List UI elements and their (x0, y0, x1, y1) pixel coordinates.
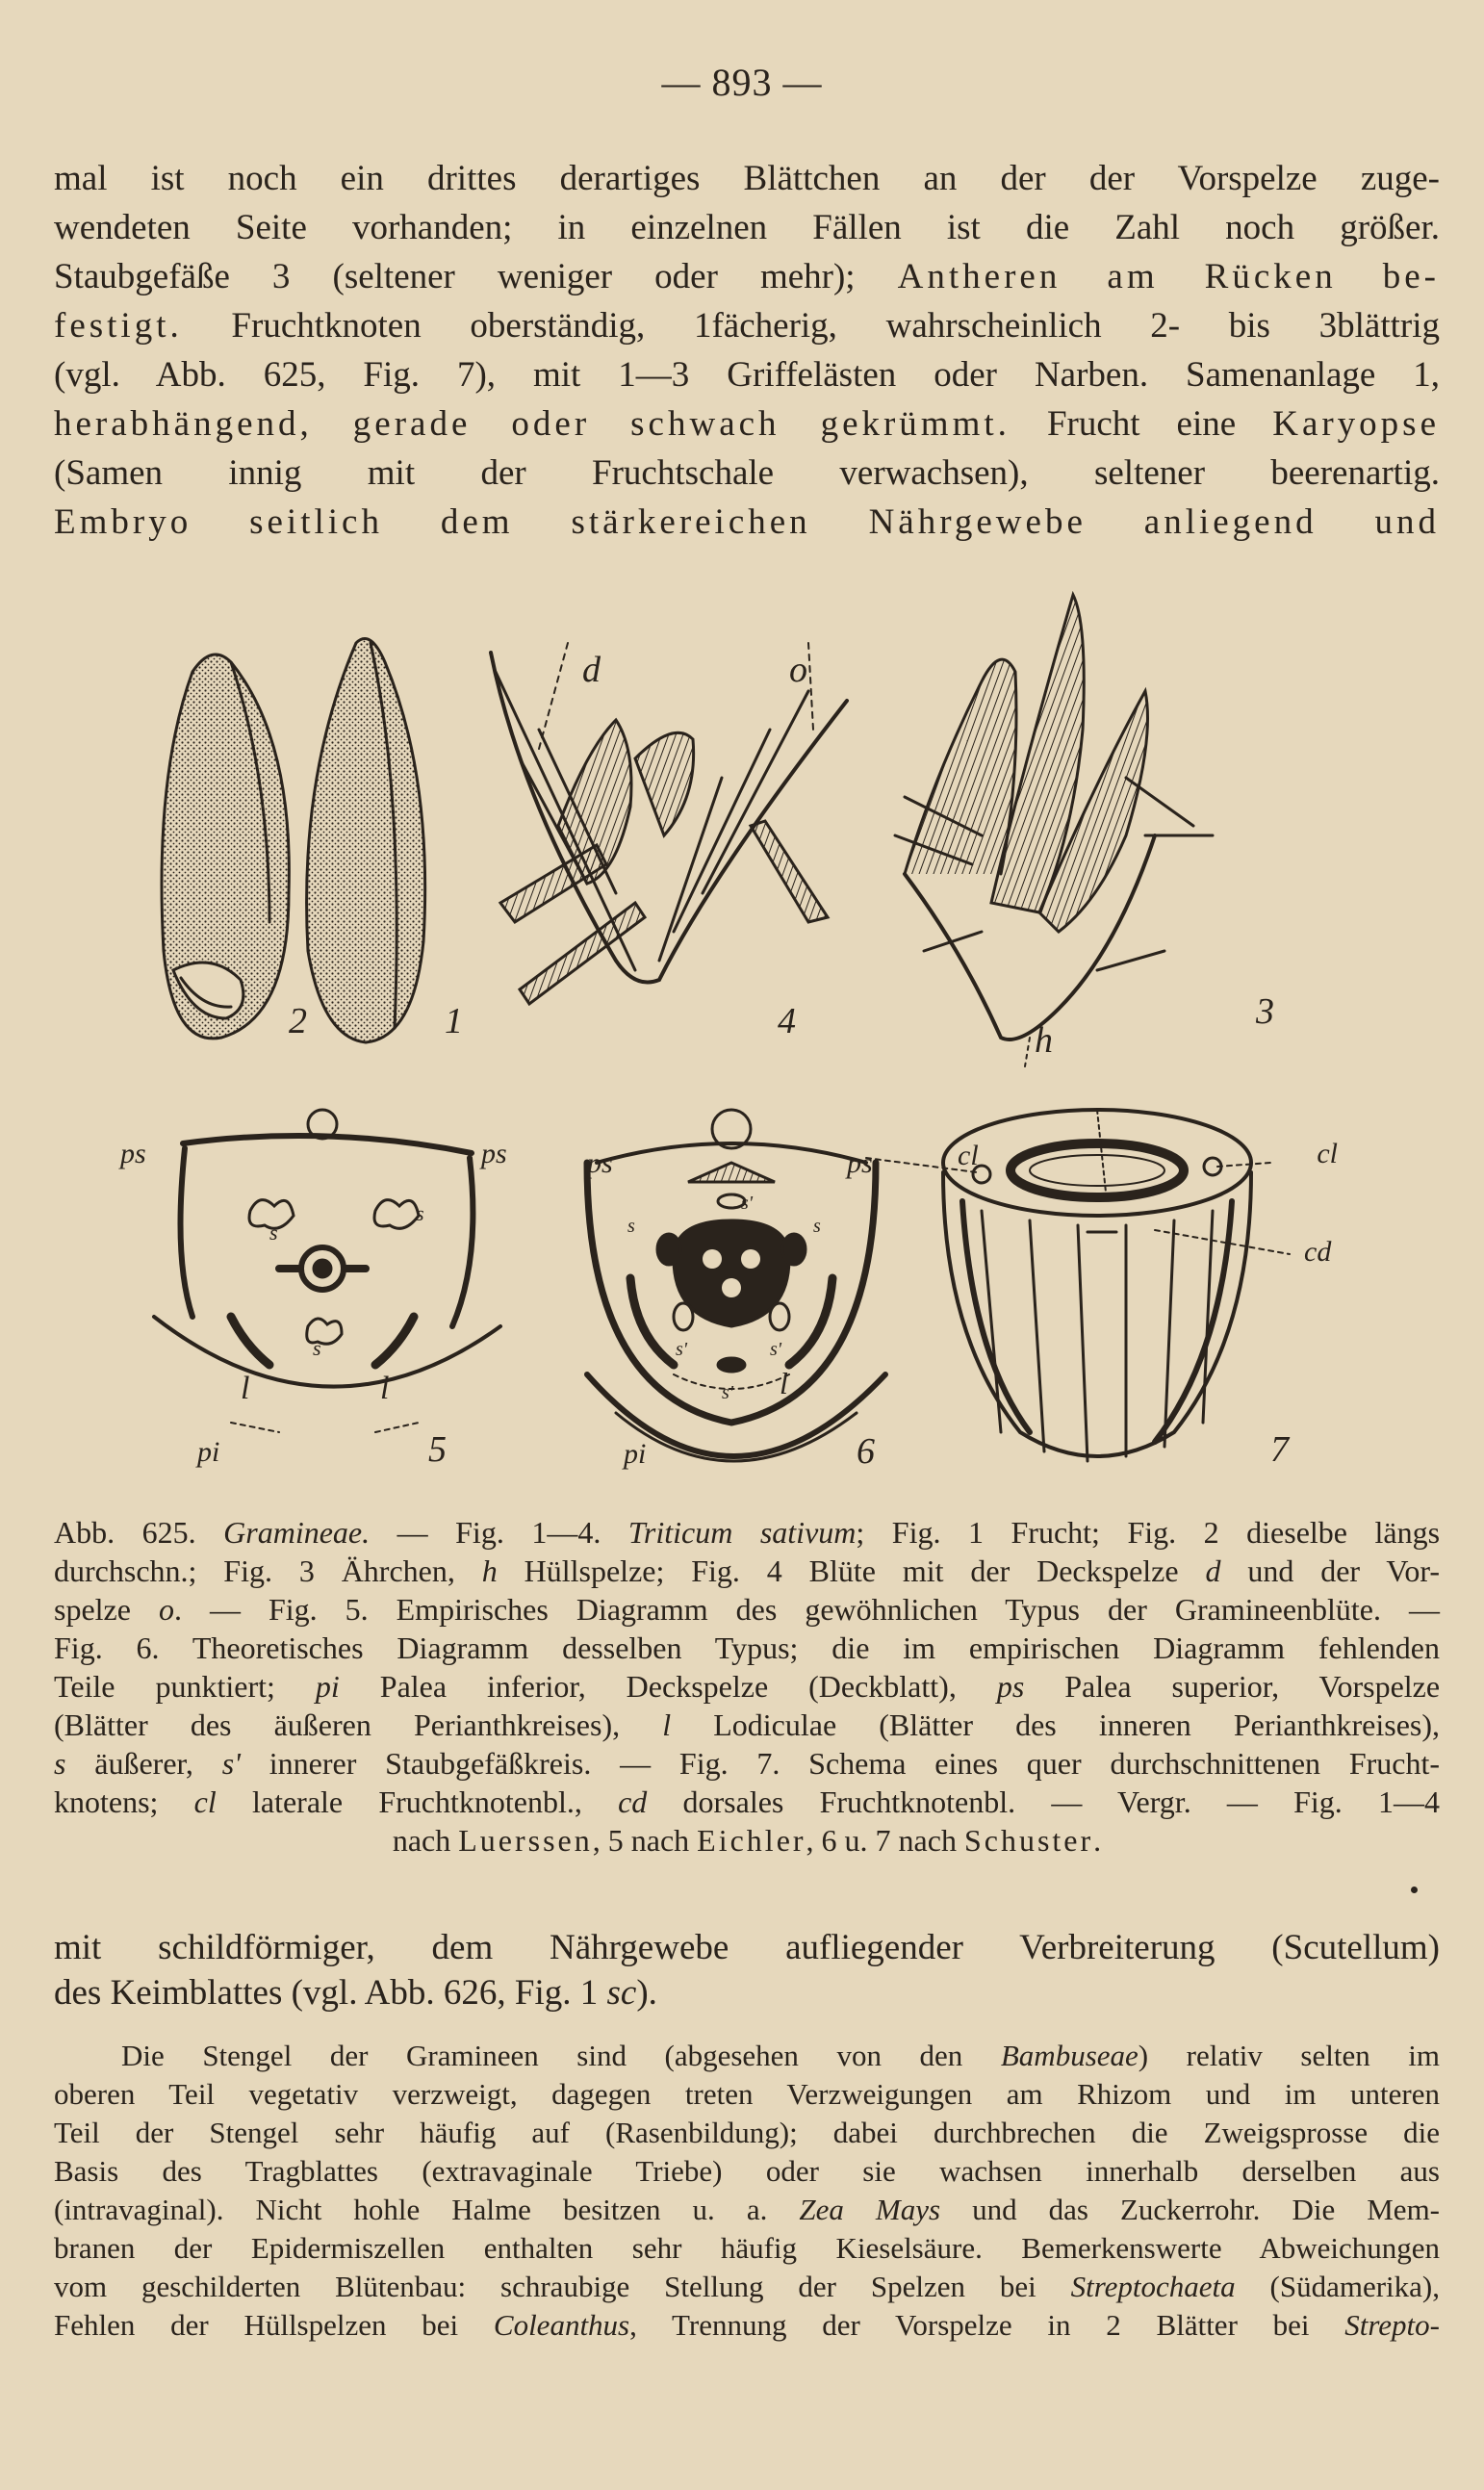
fig-label: pi (197, 1436, 220, 1468)
fig-label: 3 (1256, 991, 1274, 1032)
fig-label: 6 (857, 1431, 875, 1472)
fig-label: l (380, 1371, 390, 1406)
fig-label: l (780, 1366, 788, 1400)
caption-line: Abb. 625. Gramineae. — Fig. 1—4. Triticum sativum; Fig. 1 Frucht; Fig. 2 dieselbe längs (54, 1515, 1441, 1550)
text-line: Embryo seitlich dem stärkereichen Nährgewebe anliegend und (54, 502, 1440, 542)
fig-label: cd (1304, 1236, 1332, 1268)
text-line: Basis des Tragblattes (extravaginale Triebe) oder sie wachsen innerhalb derselben aus (54, 2154, 1440, 2188)
fig-label: pi (624, 1438, 647, 1470)
text-line: (Samen innig mit der Fruchtschale verwachsen), seltener beerenartig. (54, 453, 1440, 493)
caption-line: Teile punktiert; pi Palea inferior, Deckspelze (Deckblatt), ps Palea superior, Vorspelze (54, 1669, 1441, 1704)
fig-label: s (627, 1216, 635, 1237)
fig6-theoretical-diagram (587, 1110, 885, 1461)
fig-label: 2 (289, 1001, 307, 1041)
text-line: Staubgefäße 3 (seltener weniger oder mehr); Antheren am Rücken be- (54, 257, 1440, 296)
page-number: — 893 — (661, 61, 823, 104)
fig-label: s (313, 1336, 321, 1360)
text-line: oberen Teil vegetativ verzweigt, dagegen treten Verzweigungen am Rhizom und im unteren (54, 2077, 1440, 2111)
continuation-paragraph (54, 1925, 1440, 2015)
top-paragraph (54, 154, 1440, 547)
figure-caption (54, 1513, 1440, 1860)
fig5-empirical-diagram (154, 1110, 500, 1432)
fig-label: s' (722, 1382, 734, 1403)
fig-label: cl (1317, 1138, 1338, 1169)
fig-label: s (813, 1216, 821, 1237)
fig-label: 5 (428, 1429, 447, 1470)
botanical-figure (120, 585, 1347, 1480)
text-line: (intravaginal). Nicht hohle Halme besitzen u. a. Zea Mays und das Zuckerrohr. Die Mem- (54, 2193, 1440, 2226)
fig-label: o (789, 650, 807, 690)
fig-label: cl (958, 1140, 979, 1171)
fig-label: s' (770, 1339, 782, 1360)
text-line: vom geschilderten Blütenbau: schraubige Stellung der Spelzen bei Streptochaeta (Südamerika), (54, 2270, 1440, 2303)
fig2-grain-section (162, 655, 289, 1039)
text-line: festigt. Fruchtknoten oberständig, 1fächerig, wahrscheinlich 2- bis 3blättrig (54, 306, 1440, 346)
fig-label: d (582, 650, 601, 690)
fig4-flower (491, 643, 847, 1004)
fig7-ovary-schema (866, 1110, 1290, 1461)
caption-line: s äußerer, s' innerer Staubgefäßkreis. — Fig. 7. Schema eines quer durchschnittenen Frucht- (54, 1746, 1441, 1781)
fig-label: 4 (778, 1001, 796, 1041)
fig-label: 7 (1270, 1429, 1289, 1470)
text-line: Die Stengel der Gramineen sind (abgesehen von den Bambuseae) relativ selten im (121, 2039, 1440, 2072)
fig-label: h (1035, 1020, 1053, 1061)
caption-line: durchschn.; Fig. 3 Ährchen, h Hüllspelze; Fig. 4 Blüte mit der Deckspelze d und der Vor- (54, 1553, 1441, 1588)
caption-line: spelze o. — Fig. 5. Empirisches Diagramm des gewöhnlichen Typus der Gramineenblüte. — (54, 1592, 1441, 1627)
caption-line: nach Luerssen, 5 nach Eichler, 6 u. 7 nach Schuster. (392, 1823, 1102, 1858)
text-line: mit schildförmiger, dem Nährgewebe aufliegender Verbreiterung (Scutellum) (54, 1928, 1440, 1967)
fig-label: s' (676, 1339, 688, 1360)
caption-line: Fig. 6. Theoretisches Diagramm desselben Typus; die im empirischen Diagramm fehlenden (54, 1630, 1440, 1665)
text-line: (vgl. Abb. 625, Fig. 7), mit 1—3 Griffelästen oder Narben. Samenanlage 1, (54, 355, 1440, 395)
body-paragraph (54, 2037, 1440, 2345)
ink-mark (1411, 1887, 1418, 1893)
fig-label: l (241, 1371, 250, 1406)
fig-label: ps (481, 1138, 507, 1169)
fig-label: ps (120, 1138, 146, 1169)
fig-label: 1 (445, 1001, 463, 1041)
fig-label: s' (741, 1193, 754, 1214)
caption-line: knotens; cl laterale Fruchtknotenbl., cd dorsales Fruchtknotenbl. — Vergr. — Fig. 1—4 (54, 1784, 1441, 1819)
fig1-grain (307, 639, 425, 1043)
text-line: wendeten Seite vorhanden; in einzelnen Fällen ist die Zahl noch größer. (54, 208, 1440, 247)
text-line: mal ist noch ein drittes derartiges Blättchen an der der Vorspelze zuge- (54, 159, 1440, 198)
caption-line: (Blätter des äußeren Perianthkreises), l Lodiculae (Blätter des inneren Perianthkreises), (54, 1707, 1441, 1742)
fig3-spikelet (895, 595, 1213, 1066)
fig-label: ps (587, 1147, 613, 1179)
fig-label: s (269, 1220, 278, 1245)
text-line: Fehlen der Hüllspelzen bei Coleanthus, Trennung der Vorspelze in 2 Blätter bei Strepto- (54, 2308, 1440, 2342)
text-line: herabhängend, gerade oder schwach gekrümmt. Frucht eine Karyopse (54, 404, 1441, 444)
text-line: Teil der Stengel sehr häufig auf (Rasenbildung); dabei durchbrechen die Zweigsprosse die (54, 2116, 1440, 2149)
text-line: branen der Epidermiszellen enthalten sehr häufig Kieselsäure. Bemerkenswerte Abweichungen (54, 2231, 1440, 2265)
text-line: des Keimblattes (vgl. Abb. 626, Fig. 1 sc). (54, 1973, 657, 2013)
fig-label: ps (847, 1147, 873, 1179)
fig-label: s (416, 1201, 424, 1225)
